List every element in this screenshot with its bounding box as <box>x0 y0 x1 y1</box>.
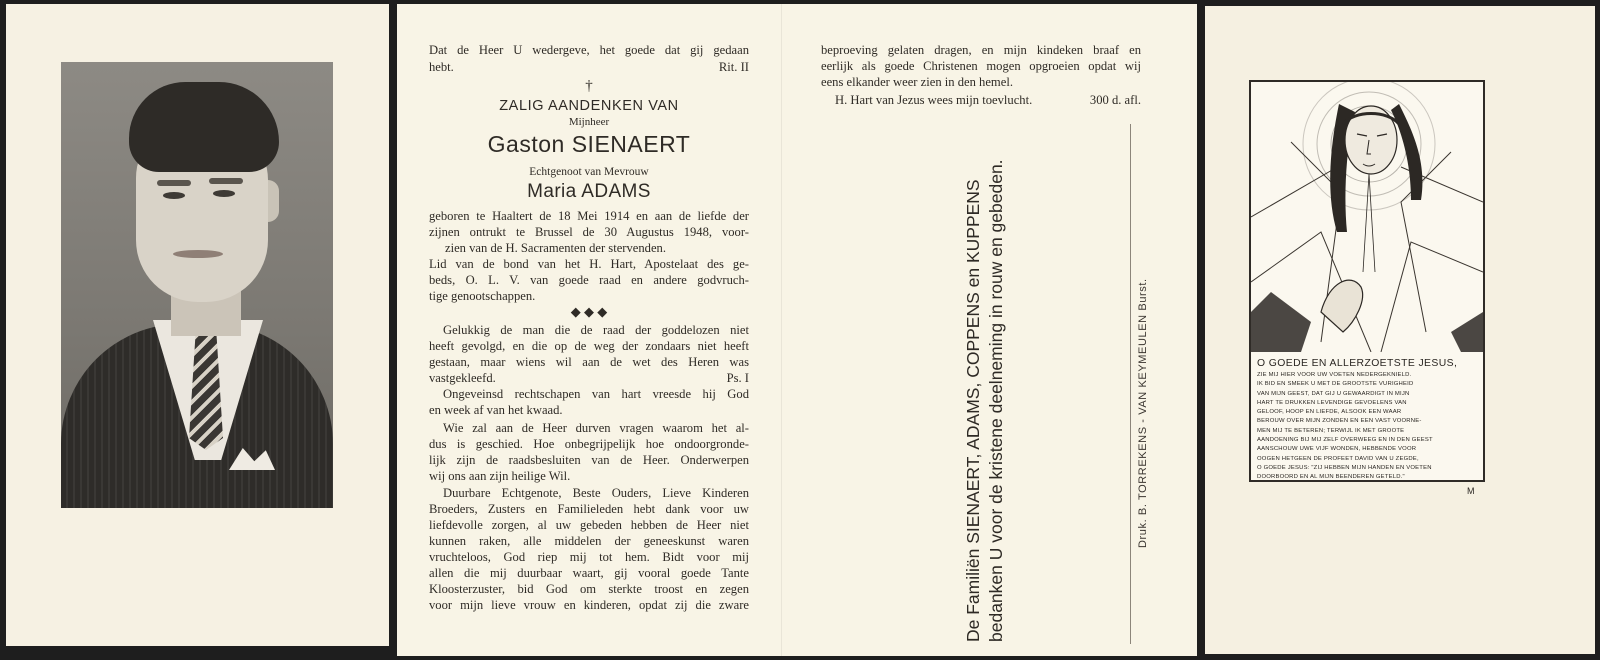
continuation-line: beproeving gelaten dragen, en mijn kindeken braaf en <box>821 43 1141 57</box>
opening-verse-end <box>429 59 749 75</box>
prayer-line: AANDOENING BIJ MIJ ZELF OVERWEEG EN IN DEN GEEST <box>1257 437 1433 444</box>
paragraph-line: allen die mij duurbaar waart, gij vooral goede Tante <box>429 566 749 580</box>
continuation-line: eens elkander weer zien in den hemel. <box>821 75 1013 89</box>
bio-line: zijnen ontrukt te Brussel de 30 Augustus 1948, voor- <box>429 225 749 239</box>
opening-verse: Dat de Heer U wedergeve, het goede dat gij gedaan <box>429 43 749 57</box>
prayer-line: ZIE MIJ HIER VOOR UW VOETEN NEDERGEKNIELD. <box>1257 372 1412 378</box>
paragraph-line: voor mijn lieve vrouw en kinderen, opdat zij die zware <box>429 598 749 612</box>
prayer-line: DOORBOORD EN AL MIJN BEENDEREN GETELD." <box>1257 474 1405 481</box>
bio-line: zien van de H. Sacramenten der stervenden. <box>445 241 666 255</box>
prayer-card <box>1205 6 1595 654</box>
divider <box>1130 124 1131 644</box>
prayer-line: HART TE DRUKKEN LEVENDIGE GEVOELENS VAN <box>1257 399 1407 406</box>
indulgence: 300 d. afl. <box>1089 93 1141 107</box>
prayer-line: IK BID EN SMEEK U MET DE GROOTSTE VURIGHEID <box>1257 381 1414 388</box>
prayer-line: MEN MIJ TE BETEREN; TERWIJL IK MET GROOTE <box>1257 427 1405 434</box>
bio-line: Lid van de bond van het H. Hart, Apostelaat des ge- <box>429 257 749 271</box>
psalm-last-line: vastgekleefd. <box>429 371 496 385</box>
paragraph-line: en week af van het kwaad. <box>429 403 563 417</box>
ornament: ◆ ◆ ◆ <box>570 304 608 319</box>
prayer-line: OOGEN HETGEEN DE PROFEET DAVID VAN U ZEGDE, <box>1257 455 1419 462</box>
family-thanks <box>962 122 1008 642</box>
paragraph-line: dus is geschied. Hoe onbegrijpelijk hoe ondoorgronde- <box>429 437 749 451</box>
opening-verse-line2: hebt. <box>429 60 454 74</box>
spouse-label: Echtgenoot van Mevrouw <box>529 166 649 178</box>
heading: ZALIG AANDENKEN VAN <box>499 98 679 114</box>
closing-prayer-row <box>835 92 1141 108</box>
psalm-line: gestaan, maar wiens wil aan de wet des Heren was <box>429 355 749 369</box>
family-thanks-line2: bedanken U voor de kristene deelneming in rouw en gebeden. <box>986 159 1006 642</box>
prayer-line: BEROUW OVER MIJN ZONDEN EN EEN VAST VOORNE- <box>1257 418 1422 425</box>
paragraph-line: lijk zijn de raadsbesluiten van de Heer. Onderwerpen <box>429 453 749 467</box>
paragraph-line: vruchteloos, God riep mij tot hem. Bidt voor mij <box>429 550 749 564</box>
spouse-name: Maria ADAMS <box>527 181 651 202</box>
photo-eye <box>163 192 185 199</box>
paragraph-line: Duurbare Echtgenote, Beste Ouders, Lieve Kinderen <box>443 486 749 500</box>
printer-imprint: Druk. B. TORREKENS - VAN KEYMEULEN Burst. <box>1137 278 1149 548</box>
psalm-end <box>429 370 749 386</box>
photo-eye <box>213 190 235 197</box>
family-thanks-line1: De Familiën SIENAERT, ADAMS, COPPENS en KUPPENS <box>963 179 983 642</box>
bio-line: geboren te Haaltert de 18 Mei 1914 en aan de liefde der <box>429 209 749 223</box>
bio-line: tige genootschappen. <box>429 289 536 303</box>
deceased-name: Gaston SIENAERT <box>487 131 691 157</box>
prayer-line: GELOOF, HOOP EN LIEFDE, ALSOOK EEN WAAR <box>1257 409 1402 416</box>
prayer-line: O GOEDE JESUS: "ZIJ HEBBEN MIJN HANDEN EN VOETEN <box>1257 464 1432 471</box>
artist-monogram: M <box>1467 486 1475 496</box>
fold-line <box>781 4 782 656</box>
paragraph-line: liefdevolle zorgen, al uw gebeden hebben de Heer niet <box>429 518 749 532</box>
opening-verse-ref: Rit. II <box>718 60 749 74</box>
prayer-line: AANSCHOUW UWE VIJF WONDEN, HEBBENDE VOOR <box>1257 446 1417 453</box>
photo-card <box>6 4 389 646</box>
memorial-text-card <box>397 4 1197 656</box>
mijnheer-label: Mijnheer <box>568 116 610 128</box>
photo-hair <box>129 82 279 172</box>
bio-line: beds, O. L. V. van goede raad en andere godvruch- <box>429 273 749 287</box>
paragraph-line: Broeders, Zusters en Familieleden hebt dank voor uw <box>429 502 749 516</box>
paragraph-line: Kloosterzuster, bid God om sterkte troost en zegen <box>429 582 749 596</box>
photo-brow <box>209 178 243 184</box>
paragraph-line: kunnen raken, alle middelen der geneeskunst waren <box>429 534 749 548</box>
portrait-photo <box>61 62 333 508</box>
photo-brow <box>157 180 191 186</box>
christ-illustration <box>1251 82 1483 352</box>
prayer-text <box>1257 358 1479 483</box>
paragraph-line: wij ons aan zijn heilige Wil. <box>429 469 571 483</box>
paragraph-line: Wie zal aan de Heer durven vragen waarom het al- <box>443 421 749 435</box>
prayer-title: O GOEDE EN ALLERZOETSTE JESUS, <box>1257 358 1458 369</box>
photo-mouth <box>173 250 223 258</box>
devotional-frame <box>1249 80 1485 482</box>
cross-symbol: † <box>585 78 593 94</box>
continuation-line: eerlijk als goede Christenen mogen opgroeien opdat wij <box>821 59 1141 73</box>
psalm-ref: Ps. I <box>726 371 749 385</box>
psalm-line: Gelukkig de man die de raad der goddelozen niet <box>443 323 749 337</box>
prayer-line: VAN MIJN GEEST, DAT GIJ U GEWAARDIGT IN MIJN <box>1257 390 1410 397</box>
closing-prayer: H. Hart van Jezus wees mijn toevlucht. <box>835 93 1033 107</box>
psalm-line: heeft gevolgd, en die op de weg der zondaars niet heeft <box>429 339 749 353</box>
paragraph-line: Ongeveinsd rechtschapen van hart vreesde hij God <box>443 387 749 401</box>
